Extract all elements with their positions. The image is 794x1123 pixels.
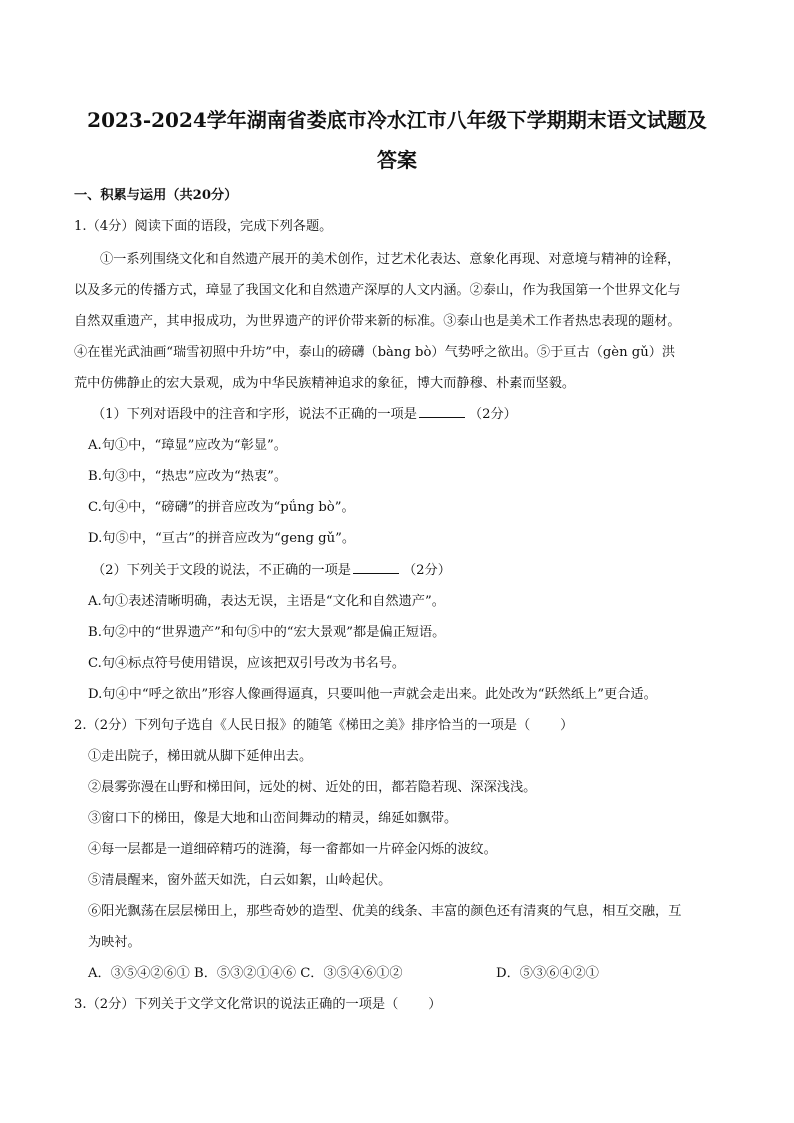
subquestion-2-text: （2）下列关于文段的说法，不正确的一项是 [92,563,351,578]
sentence-item-continued: 为映衬。 [88,935,141,950]
sentence-item: ①走出院子，梯田就从脚下延伸出去。 [88,749,313,764]
options-a-b-c: A．③⑤④②⑥① B．⑤③②①④⑥ C．③⑤④⑥①② [88,966,403,981]
question-3-text: 3.（2分）下列关于文学文化常识的说法正确的一项是（ [74,997,399,1012]
question-2-text: 2.（2分）下列句子选自《人民日报》的随笔《梯田之美》排序恰当的一项是（ [74,718,531,733]
subquestion-2-score: （2分） [402,563,451,578]
document-title [40,100,754,180]
title-line-2: 答案 [377,148,417,172]
title-line-1: 2023-2024学年湖南省娄底市冷水江市八年级下学期期末语文试题及 [87,108,707,132]
sentence-item: ④每一层都是一道细碎精巧的涟漪，每一畲都如一片碎金闪烁的波纹。 [88,842,497,857]
option-d: D.句⑤中，“亘古”的拼音应改为“geng gǔ”。 [88,531,356,546]
question-3-stem [74,995,441,1015]
answer-blank[interactable] [419,405,465,418]
option-b: B.句②中的“世界遗产”和句⑤中的“宏大景观”都是偏正短语。 [88,625,446,640]
subquestion-1-stem [92,405,517,425]
subquestion-1-score: （2分） [468,407,517,422]
option-a: A.句①中，“璋显”应改为“彰显”。 [88,438,287,453]
question-3-paren-close: ） [428,997,442,1012]
sentence-item: ⑤清晨醒来，窗外蓝天如洗，白云如絮，山岭起伏。 [88,873,392,888]
question-2-paren-close: ） [560,718,574,733]
answer-blank[interactable] [353,561,399,574]
section-heading: 一、积累与运用（共20分） [74,188,238,203]
passage-line: 以及多元的传播方式，璋显了我国文化和自然遗产深厚的人文内涵。②泰山，作为我国第一个世界文化与 [74,283,681,298]
question-2-stem [74,716,573,736]
subquestion-1-text: （1）下列对语段中的注音和字形，说法不正确的一项是 [92,407,417,422]
passage-line: ④在崔光武油画“瑞雪初照中升坊”中，泰山的磅礴（bàng bò）气势呼之欲出。⑤于亘古（gèn gǔ）洪 [74,345,676,360]
sentence-item: ③窗口下的梯田，像是大地和山峦间舞动的精灵，绵延如飘带。 [88,811,458,826]
option-d: D.句④中“呼之欲出”形容人像画得逼真，只要叫他一声就会走出来。此处改为“跃然纸上”更合适。 [88,687,657,702]
option-b: B.句③中，“热忠”应改为“热衷”。 [88,469,288,484]
sentence-item: ②晨雾弥漫在山野和梯田间，远处的树、近处的田，都若隐若现、深深浅浅。 [88,780,537,795]
option-c: C.句④中，“磅礴”的拼音应改为“pǘng bò”。 [88,500,355,515]
subquestion-2-stem [92,561,451,581]
option-c: C.句④标点符号使用错误，应该把双引号改为书名号。 [88,656,406,671]
option-d: D．⑤③⑥④②① [496,966,599,981]
option-a: A.句①表述清晰明确，表达无误，主语是“文化和自然遗产”。 [88,594,445,609]
passage-line: 自然双重遗产，其申报成功，为世界遗产的评价带来新的标准。③泰山也是美术工作者热忠表现的题材。 [74,314,681,329]
sentence-item: ⑥阳光飘荡在层层梯田上，那些奇妙的造型、优美的线条、丰富的颜色还有清爽的气息，相互交融，互 [88,904,682,919]
passage-line: ①一系列围绕文化和自然遗产展开的美术创作，过艺术化表达、意象化再现、对意境与精神的诠释， [100,252,681,267]
passage-line: 荒中仿佛静止的宏大景观，成为中华民族精神追求的象征，博大而静穆、朴素而坚毅。 [74,376,576,391]
question-1-stem: 1.（4分）阅读下面的语段，完成下列各题。 [74,219,333,234]
